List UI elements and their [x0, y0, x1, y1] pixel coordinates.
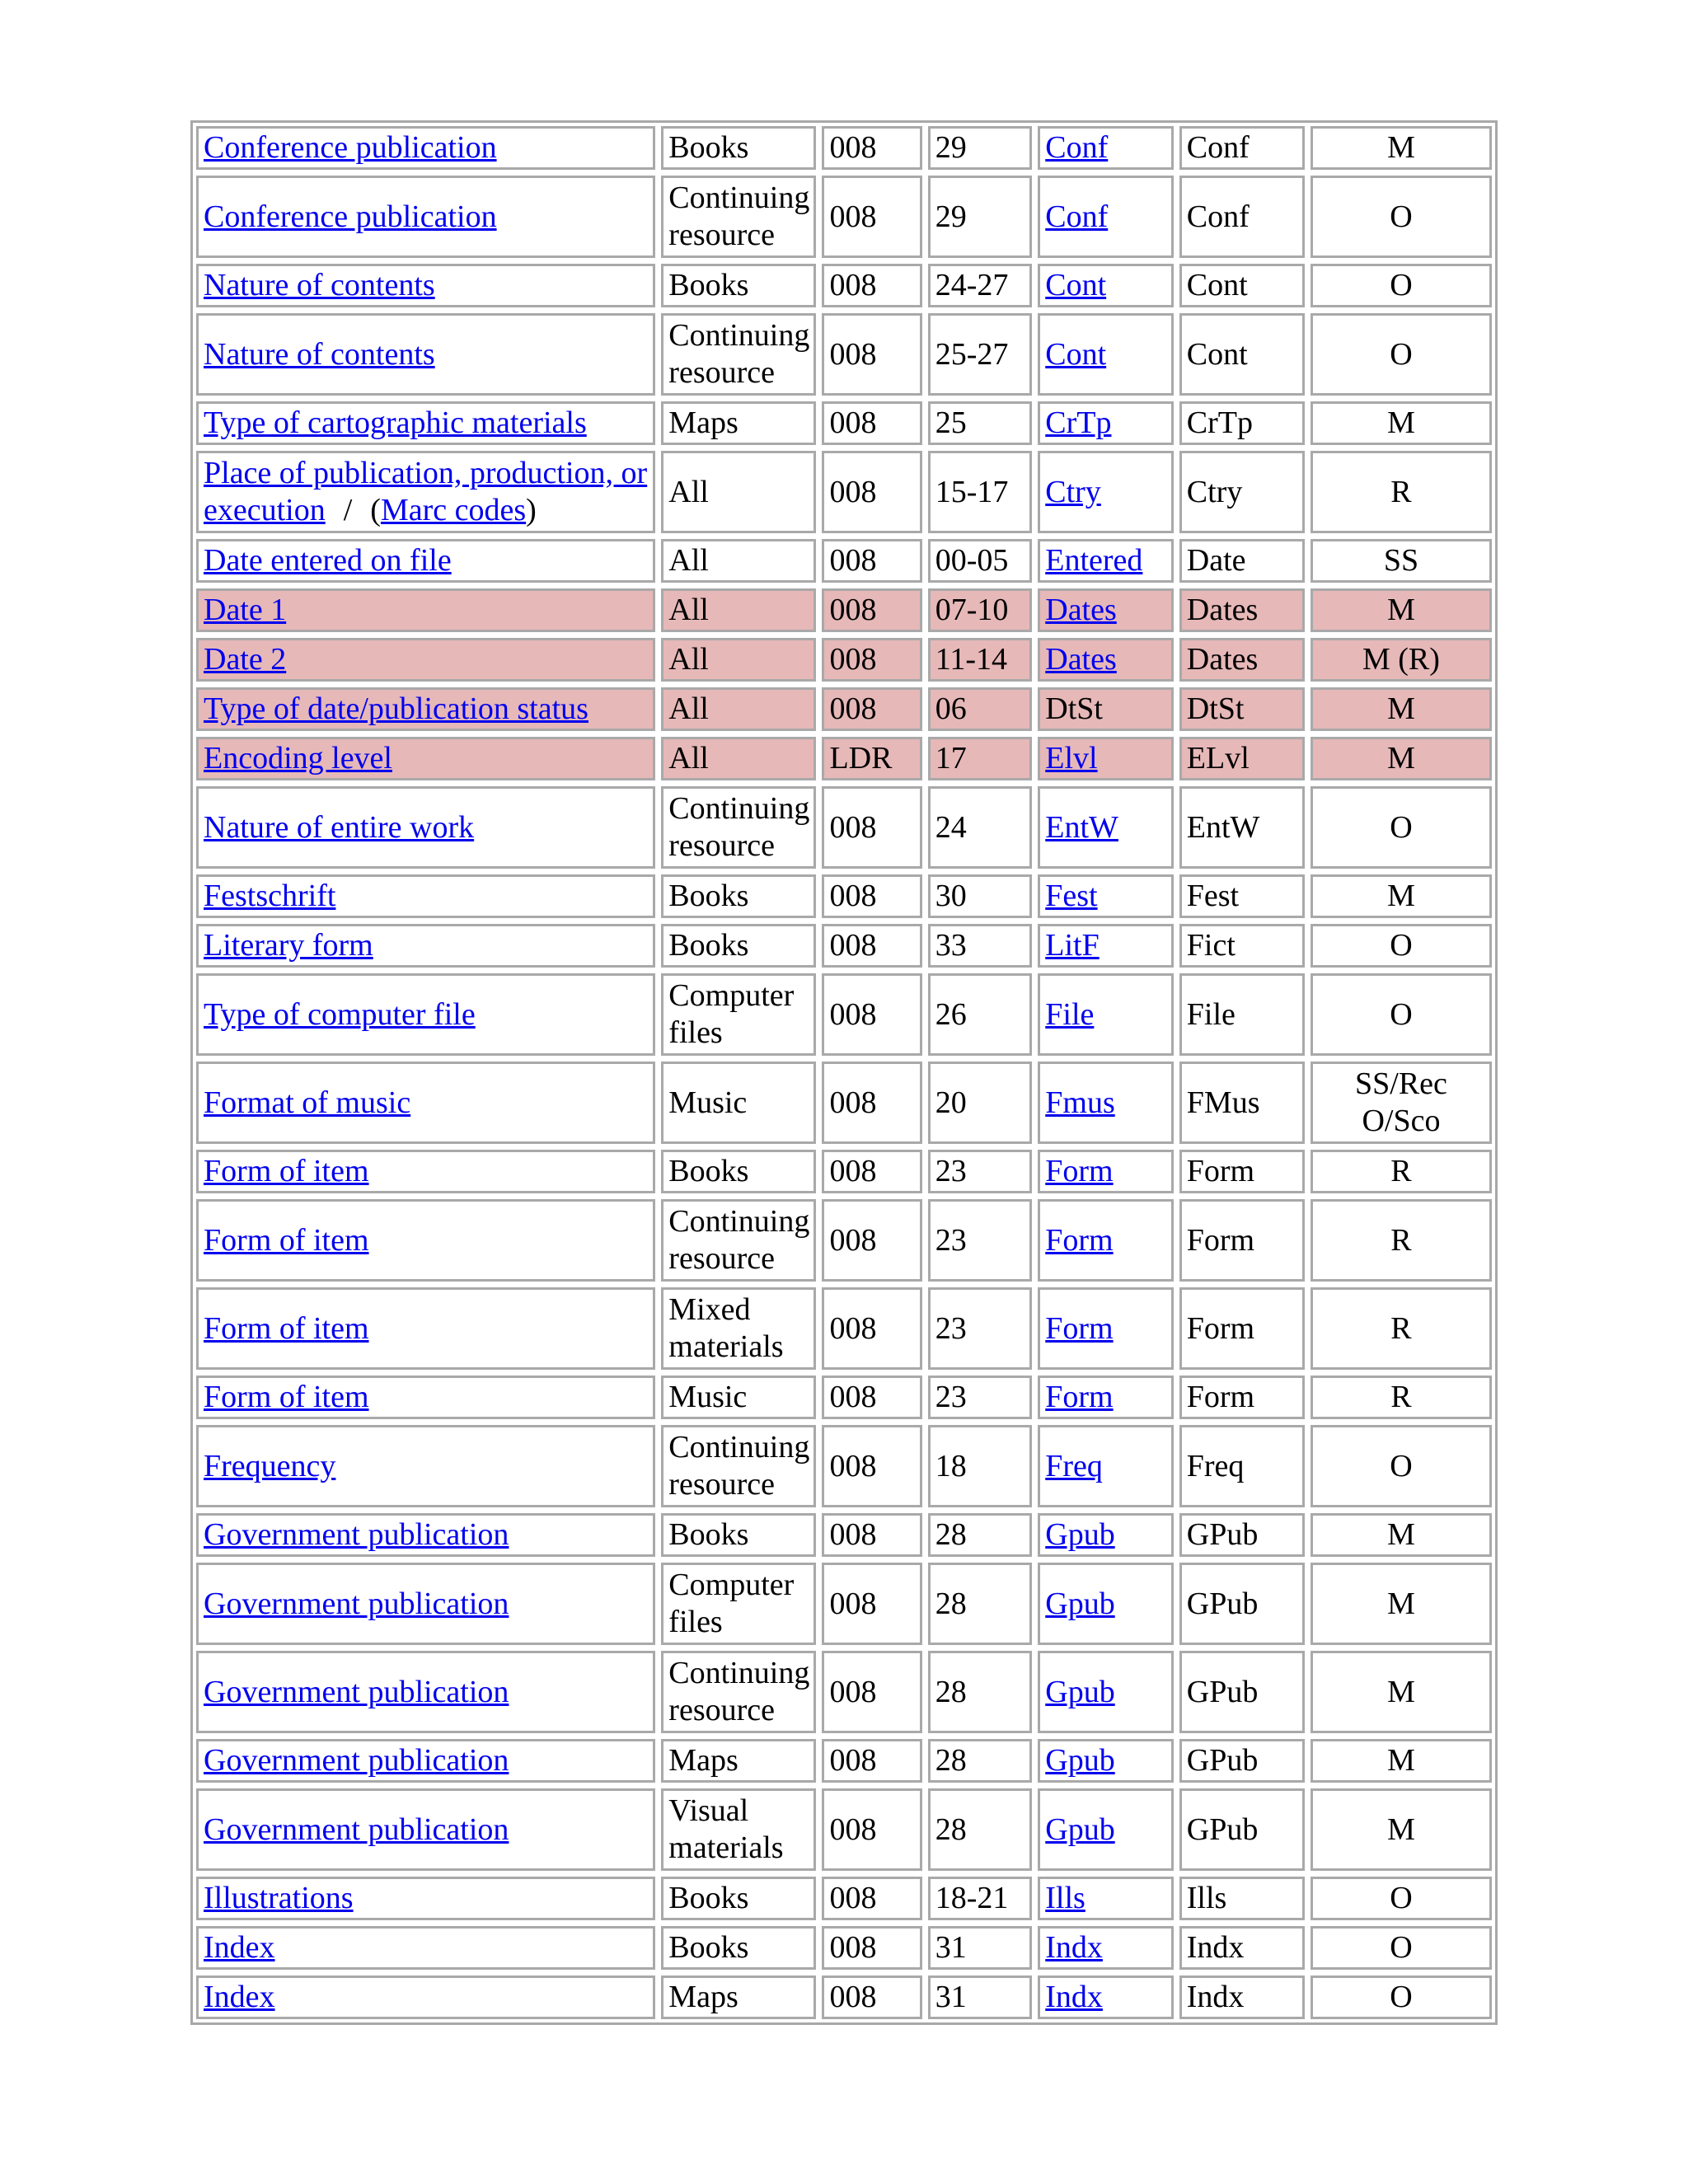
- tag-cell: 008: [822, 687, 921, 731]
- term-cell: [196, 539, 655, 583]
- term-link[interactable]: Conference publication: [204, 130, 497, 165]
- requirement-cell: O: [1311, 264, 1492, 307]
- material-type-cell: Music: [661, 1376, 816, 1419]
- mnemonic-cell: [1038, 1513, 1174, 1557]
- position-cell: 18-21: [928, 1877, 1032, 1920]
- term-link[interactable]: Date entered on file: [204, 543, 452, 578]
- material-type-cell: All: [661, 638, 816, 682]
- mnemonic-cell: [1038, 874, 1174, 918]
- tag-cell: 008: [822, 264, 921, 307]
- term-link[interactable]: Index: [204, 1980, 275, 2014]
- mnemonic-link[interactable]: Form: [1045, 1154, 1114, 1188]
- mnemonic-cell: [1038, 1788, 1174, 1871]
- position-cell: 31: [928, 1926, 1032, 1970]
- tag-cell: 008: [822, 1062, 921, 1144]
- fixed-field-cell: GPub: [1179, 1651, 1305, 1733]
- table-row: [196, 638, 1492, 682]
- tag-cell: 008: [822, 176, 921, 258]
- term-link[interactable]: Type of cartographic materials: [204, 405, 587, 440]
- mnemonic-cell: [1038, 539, 1174, 583]
- mnemonic-link[interactable]: Entered: [1045, 543, 1143, 578]
- term-link[interactable]: Conference publication: [204, 199, 497, 234]
- position-cell: 00-05: [928, 539, 1032, 583]
- mnemonic-cell: [1038, 786, 1174, 869]
- fixed-field-cell: File: [1179, 973, 1305, 1056]
- fixed-field-cell: DtSt: [1179, 687, 1305, 731]
- mnemonic-link[interactable]: Gpub: [1045, 1743, 1115, 1778]
- term-cell: [196, 1877, 655, 1920]
- requirement-cell: O: [1311, 1425, 1492, 1507]
- fixed-field-cell: Indx: [1179, 1975, 1305, 2019]
- term-link[interactable]: Index: [204, 1930, 275, 1965]
- table-row: [196, 1651, 1492, 1733]
- requirement-cell: R: [1311, 1287, 1492, 1370]
- table-row: [196, 687, 1492, 731]
- term-cell: [196, 126, 655, 170]
- mnemonic-cell: [1038, 1062, 1174, 1144]
- requirement-cell: SS: [1311, 539, 1492, 583]
- material-type-cell: Books: [661, 924, 816, 968]
- mnemonic-link[interactable]: Freq: [1045, 1448, 1103, 1483]
- mnemonic-link[interactable]: Indx: [1045, 1980, 1103, 2014]
- table-row: [196, 1739, 1492, 1783]
- table-row: [196, 539, 1492, 583]
- requirement-cell: M: [1311, 588, 1492, 632]
- term-link[interactable]: Illustrations: [204, 1881, 354, 1915]
- term-link[interactable]: Place of publication, production, or execution: [204, 456, 648, 527]
- tag-cell: 008: [822, 973, 921, 1056]
- term-link[interactable]: Festschrift: [204, 879, 336, 913]
- marc-codes-link[interactable]: Marc codes: [380, 493, 527, 527]
- mnemonic-link[interactable]: Conf: [1045, 199, 1109, 234]
- position-cell: 29: [928, 176, 1032, 258]
- mnemonic-link[interactable]: Gpub: [1045, 1674, 1115, 1709]
- mnemonic-link[interactable]: Gpub: [1045, 1517, 1115, 1552]
- fixed-field-cell: Dates: [1179, 638, 1305, 682]
- material-type-cell: Computer files: [661, 973, 816, 1056]
- table-row: [196, 176, 1492, 258]
- material-type-cell: Maps: [661, 401, 816, 445]
- tag-cell: LDR: [822, 737, 921, 780]
- position-cell: 26: [928, 973, 1032, 1056]
- position-cell: 15-17: [928, 451, 1032, 533]
- table-row: [196, 1513, 1492, 1557]
- fixed-field-cell: Conf: [1179, 176, 1305, 258]
- term-link[interactable]: Form of item: [204, 1222, 369, 1258]
- fixed-field-cell: ELvl: [1179, 737, 1305, 780]
- mnemonic-link[interactable]: Dates: [1045, 593, 1117, 627]
- term-link[interactable]: Government publication: [204, 1743, 509, 1778]
- table-row: [196, 313, 1492, 396]
- mnemonic-link[interactable]: Form: [1045, 1380, 1114, 1414]
- requirement-cell: M: [1311, 1739, 1492, 1783]
- mnemonic-cell: [1038, 401, 1174, 445]
- fixed-field-cell: GPub: [1179, 1513, 1305, 1557]
- material-type-cell: Computer files: [661, 1563, 816, 1645]
- term-cell: [196, 1199, 655, 1282]
- requirement-cell: O: [1311, 924, 1492, 968]
- requirement-cell: M: [1311, 401, 1492, 445]
- position-cell: 20: [928, 1062, 1032, 1144]
- fixed-field-cell: GPub: [1179, 1739, 1305, 1783]
- material-type-cell: Continuing resource: [661, 1199, 816, 1282]
- term-cell: [196, 786, 655, 869]
- tag-cell: 008: [822, 1563, 921, 1645]
- term-cell: [196, 1425, 655, 1507]
- position-cell: 06: [928, 687, 1032, 731]
- tag-cell: 008: [822, 126, 921, 170]
- material-type-cell: Books: [661, 874, 816, 918]
- fixed-field-cell: Ctry: [1179, 451, 1305, 533]
- position-cell: 23: [928, 1199, 1032, 1282]
- term-cell: [196, 1376, 655, 1419]
- requirement-cell: M: [1311, 1513, 1492, 1557]
- fixed-field-cell: Form: [1179, 1150, 1305, 1193]
- tag-cell: 008: [822, 1376, 921, 1419]
- table-row: [196, 401, 1492, 445]
- position-cell: 24-27: [928, 264, 1032, 307]
- mnemonic-link[interactable]: Elvl: [1045, 741, 1098, 776]
- fixed-field-table-container: [190, 120, 1498, 2025]
- table-row: [196, 1150, 1492, 1193]
- material-type-cell: Mixed materials: [661, 1287, 816, 1370]
- position-cell: 23: [928, 1150, 1032, 1193]
- mnemonic-cell: [1038, 313, 1174, 396]
- requirement-cell: M: [1311, 1563, 1492, 1645]
- table-row: [196, 1563, 1492, 1645]
- separator: /: [343, 493, 353, 527]
- position-cell: 23: [928, 1376, 1032, 1419]
- mnemonic-cell: [1038, 588, 1174, 632]
- position-cell: 11-14: [928, 638, 1032, 682]
- requirement-cell: O: [1311, 786, 1492, 869]
- position-cell: 31: [928, 1975, 1032, 2019]
- table-row: [196, 874, 1492, 918]
- requirement-cell: O: [1311, 1877, 1492, 1920]
- mnemonic-link[interactable]: Form: [1045, 1310, 1114, 1346]
- mnemonic-cell: [1038, 1425, 1174, 1507]
- term-link[interactable]: Date 1: [204, 593, 287, 627]
- tag-cell: 008: [822, 1287, 921, 1370]
- position-cell: 18: [928, 1425, 1032, 1507]
- mnemonic-cell: [1038, 1877, 1174, 1920]
- requirement-cell: O: [1311, 1975, 1492, 2019]
- mnemonic-cell: [1038, 451, 1174, 533]
- position-cell: 30: [928, 874, 1032, 918]
- tag-cell: 008: [822, 1513, 921, 1557]
- position-cell: 17: [928, 737, 1032, 780]
- term-link[interactable]: Government publication: [204, 1586, 509, 1621]
- material-type-cell: Visual materials: [661, 1788, 816, 1871]
- tag-cell: 008: [822, 451, 921, 533]
- mnemonic-cell: [1038, 1651, 1174, 1733]
- table-row: [196, 1062, 1492, 1144]
- table-row: [196, 1425, 1492, 1507]
- mnemonic-link[interactable]: Ills: [1045, 1881, 1085, 1915]
- table-row: [196, 451, 1492, 533]
- table-row: [196, 1926, 1492, 1970]
- requirement-cell: R: [1311, 1199, 1492, 1282]
- requirement-cell: O: [1311, 973, 1492, 1056]
- tag-cell: 008: [822, 1926, 921, 1970]
- position-cell: 28: [928, 1788, 1032, 1871]
- mnemonic-cell: [1038, 737, 1174, 780]
- tag-cell: 008: [822, 874, 921, 918]
- term-cell: [196, 973, 655, 1056]
- tag-cell: 008: [822, 1788, 921, 1871]
- tag-cell: 008: [822, 588, 921, 632]
- table-row: [196, 126, 1492, 170]
- tag-cell: 008: [822, 401, 921, 445]
- term-cell: [196, 1975, 655, 2019]
- fixed-field-cell: Freq: [1179, 1425, 1305, 1507]
- mnemonic-link[interactable]: Dates: [1045, 642, 1117, 677]
- fixed-field-cell: CrTp: [1179, 401, 1305, 445]
- fixed-field-cell: Indx: [1179, 1926, 1305, 1970]
- term-link[interactable]: Form of item: [204, 1380, 369, 1414]
- requirement-cell: O: [1311, 313, 1492, 396]
- term-cell: [196, 737, 655, 780]
- fixed-field-cell: Cont: [1179, 313, 1305, 396]
- term-cell: [196, 1150, 655, 1193]
- fixed-field-cell: Dates: [1179, 588, 1305, 632]
- position-cell: 33: [928, 924, 1032, 968]
- term-cell: Place of publication, production, or execution / (Marc codes): [196, 451, 655, 533]
- term-cell: [196, 588, 655, 632]
- material-type-cell: All: [661, 451, 816, 533]
- term-link[interactable]: Frequency: [204, 1448, 336, 1483]
- mnemonic-link[interactable]: Form: [1045, 1222, 1114, 1258]
- position-cell: 28: [928, 1563, 1032, 1645]
- term-link[interactable]: Format of music: [204, 1085, 411, 1120]
- material-type-cell: Books: [661, 1877, 816, 1920]
- fixed-field-cell: Fest: [1179, 874, 1305, 918]
- fixed-field-cell: Form: [1179, 1199, 1305, 1282]
- mnemonic-link[interactable]: Fest: [1045, 879, 1098, 913]
- requirement-cell: O: [1311, 1926, 1492, 1970]
- mnemonic-link[interactable]: File: [1045, 996, 1095, 1032]
- mnemonic-cell: [1038, 1975, 1174, 2019]
- fixed-field-cell: GPub: [1179, 1563, 1305, 1645]
- material-type-cell: Music: [661, 1062, 816, 1144]
- mnemonic-cell: [1038, 1563, 1174, 1645]
- position-cell: 28: [928, 1739, 1032, 1783]
- table-row: [196, 1877, 1492, 1920]
- table-row: [196, 786, 1492, 869]
- table-row: [196, 1376, 1492, 1419]
- tag-cell: 008: [822, 313, 921, 396]
- tag-cell: 008: [822, 1739, 921, 1783]
- mnemonic-cell: [1038, 1376, 1174, 1419]
- fixed-field-cell: Conf: [1179, 126, 1305, 170]
- term-cell: [196, 874, 655, 918]
- mnemonic-cell: [1038, 973, 1174, 1056]
- requirement-cell: O: [1311, 176, 1492, 258]
- mnemonic-link[interactable]: Cont: [1045, 336, 1107, 372]
- tag-cell: 008: [822, 1199, 921, 1282]
- material-type-cell: All: [661, 687, 816, 731]
- term-link[interactable]: Form of item: [204, 1310, 369, 1346]
- position-cell: 07-10: [928, 588, 1032, 632]
- mnemonic-cell: [1038, 176, 1174, 258]
- fixed-field-cell: FMus: [1179, 1062, 1305, 1144]
- material-type-cell: Books: [661, 126, 816, 170]
- term-cell: [196, 638, 655, 682]
- tag-cell: 008: [822, 1425, 921, 1507]
- position-cell: 23: [928, 1287, 1032, 1370]
- table-row: [196, 973, 1492, 1056]
- material-type-cell: All: [661, 539, 816, 583]
- tag-cell: 008: [822, 1975, 921, 2019]
- requirement-cell: M: [1311, 737, 1492, 780]
- term-link[interactable]: Nature of contents: [204, 268, 435, 302]
- table-row: [196, 1975, 1492, 2019]
- mnemonic-link[interactable]: LitF: [1045, 928, 1100, 963]
- mnemonic-cell: DtSt: [1038, 687, 1174, 731]
- table-row: [196, 588, 1492, 632]
- mnemonic-cell: [1038, 1287, 1174, 1370]
- tag-cell: 008: [822, 1877, 921, 1920]
- fixed-field-cell: Form: [1179, 1376, 1305, 1419]
- mnemonic-cell: [1038, 1926, 1174, 1970]
- material-type-cell: Books: [661, 1513, 816, 1557]
- fixed-field-table: [190, 120, 1498, 2025]
- requirement-cell: R: [1311, 1150, 1492, 1193]
- material-type-cell: Continuing resource: [661, 1425, 816, 1507]
- mnemonic-link[interactable]: CrTp: [1045, 405, 1112, 440]
- term-cell: [196, 1739, 655, 1783]
- mnemonic-cell: [1038, 1739, 1174, 1783]
- term-link[interactable]: Encoding level: [204, 741, 392, 776]
- material-type-cell: Continuing resource: [661, 786, 816, 869]
- term-cell: [196, 1651, 655, 1733]
- fixed-field-cell: EntW: [1179, 786, 1305, 869]
- mnemonic-cell: [1038, 1199, 1174, 1282]
- table-row: [196, 1287, 1492, 1370]
- material-type-cell: All: [661, 588, 816, 632]
- mnemonic-link[interactable]: Gpub: [1045, 1586, 1115, 1621]
- mnemonic-link[interactable]: Indx: [1045, 1930, 1103, 1965]
- mnemonic-link[interactable]: Gpub: [1045, 1811, 1115, 1847]
- mnemonic-link[interactable]: EntW: [1045, 809, 1118, 845]
- tag-cell: 008: [822, 786, 921, 869]
- term-link[interactable]: Date 2: [204, 642, 287, 677]
- material-type-cell: Continuing resource: [661, 176, 816, 258]
- position-cell: 28: [928, 1651, 1032, 1733]
- fixed-field-cell: Cont: [1179, 264, 1305, 307]
- term-link[interactable]: Type of computer file: [204, 996, 476, 1032]
- requirement-cell: M: [1311, 1651, 1492, 1733]
- term-link[interactable]: Nature of entire work: [204, 809, 475, 845]
- mnemonic-cell: [1038, 924, 1174, 968]
- mnemonic-cell: [1038, 1150, 1174, 1193]
- position-cell: 25: [928, 401, 1032, 445]
- requirement-cell: M: [1311, 1788, 1492, 1871]
- term-cell: [196, 1926, 655, 1970]
- term-link[interactable]: Nature of contents: [204, 336, 435, 372]
- material-type-cell: Maps: [661, 1739, 816, 1783]
- term-cell: [196, 687, 655, 731]
- term-cell: [196, 401, 655, 445]
- term-cell: [196, 313, 655, 396]
- requirement-cell: R: [1311, 451, 1492, 533]
- position-cell: 29: [928, 126, 1032, 170]
- position-cell: 24: [928, 786, 1032, 869]
- table-row: [196, 264, 1492, 307]
- tag-cell: 008: [822, 1150, 921, 1193]
- fixed-field-cell: GPub: [1179, 1788, 1305, 1871]
- fixed-field-cell: Date: [1179, 539, 1305, 583]
- table-row: [196, 1199, 1492, 1282]
- tag-cell: 008: [822, 539, 921, 583]
- table-row: [196, 924, 1492, 968]
- fixed-field-cell: Ills: [1179, 1877, 1305, 1920]
- mnemonic-cell: [1038, 264, 1174, 307]
- term-link[interactable]: Government publication: [204, 1811, 509, 1847]
- term-cell: [196, 924, 655, 968]
- term-link[interactable]: Type of date/publication status: [204, 691, 588, 726]
- table-row: [196, 737, 1492, 780]
- mnemonic-link[interactable]: Fmus: [1045, 1085, 1115, 1120]
- position-cell: 28: [928, 1513, 1032, 1557]
- mnemonic-link[interactable]: Cont: [1045, 268, 1107, 302]
- material-type-cell: All: [661, 737, 816, 780]
- mnemonic-cell: [1038, 638, 1174, 682]
- term-cell: [196, 1513, 655, 1557]
- mnemonic-link[interactable]: Conf: [1045, 130, 1109, 165]
- position-cell: 25-27: [928, 313, 1032, 396]
- material-type-cell: Continuing resource: [661, 1651, 816, 1733]
- term-link[interactable]: Government publication: [204, 1517, 509, 1552]
- material-type-cell: Books: [661, 264, 816, 307]
- requirement-cell: SS/Rec O/Sco: [1311, 1062, 1492, 1144]
- table-body: [196, 126, 1492, 2019]
- requirement-cell: M: [1311, 126, 1492, 170]
- material-type-cell: Maps: [661, 1975, 816, 2019]
- requirement-cell: M (R): [1311, 638, 1492, 682]
- term-cell: [196, 1287, 655, 1370]
- tag-cell: 008: [822, 924, 921, 968]
- term-cell: [196, 176, 655, 258]
- term-cell: [196, 264, 655, 307]
- mnemonic-link[interactable]: Ctry: [1045, 474, 1101, 509]
- requirement-cell: M: [1311, 687, 1492, 731]
- term-cell: [196, 1563, 655, 1645]
- table-row: [196, 1788, 1492, 1871]
- tag-cell: 008: [822, 1651, 921, 1733]
- fixed-field-cell: Fict: [1179, 924, 1305, 968]
- term-cell: [196, 1788, 655, 1871]
- term-cell: [196, 1062, 655, 1144]
- material-type-cell: Continuing resource: [661, 313, 816, 396]
- term-link[interactable]: Form of item: [204, 1154, 369, 1188]
- material-type-cell: Books: [661, 1150, 816, 1193]
- mnemonic-cell: [1038, 126, 1174, 170]
- tag-cell: 008: [822, 638, 921, 682]
- material-type-cell: Books: [661, 1926, 816, 1970]
- requirement-cell: M: [1311, 874, 1492, 918]
- fixed-field-cell: Form: [1179, 1287, 1305, 1370]
- term-link[interactable]: Literary form: [204, 928, 373, 963]
- term-link[interactable]: Government publication: [204, 1674, 509, 1709]
- requirement-cell: R: [1311, 1376, 1492, 1419]
